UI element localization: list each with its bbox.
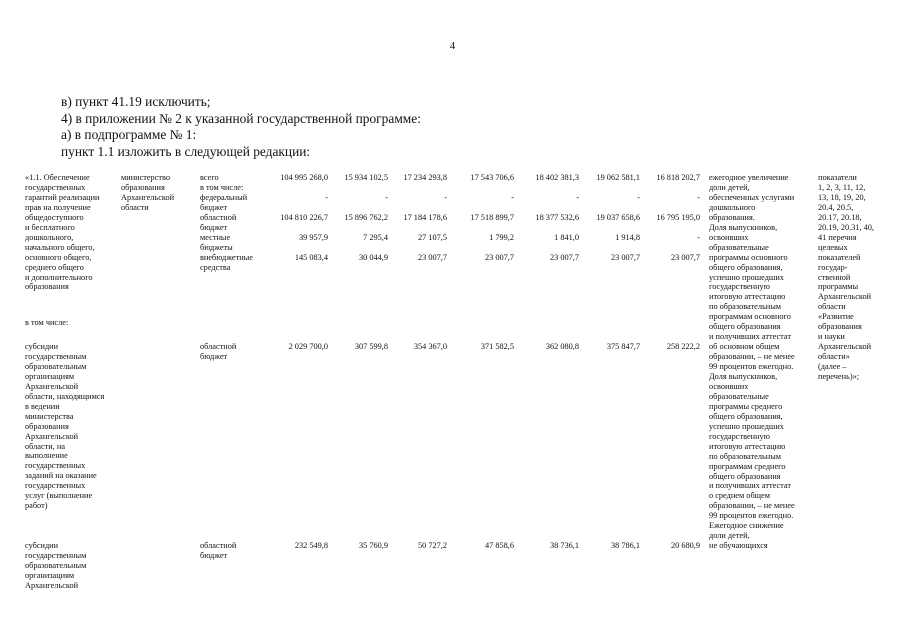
funding-value: 30 044,9 [358, 252, 388, 262]
indicator-links: (далее – [818, 362, 847, 372]
measure-name: Архангельской [25, 431, 79, 441]
indicator-links: перечень)»; [818, 372, 860, 381]
expected-results: образовательные [709, 391, 769, 401]
funding-value: 2 029 700,0 [288, 342, 328, 351]
funding-value: 16 795 195,0 [656, 212, 700, 222]
expected-results: образовании, – не менее [709, 501, 795, 511]
measure-name: государственных [25, 481, 86, 491]
funding-value: 19 037 658,6 [596, 212, 640, 222]
indicator-links: программы [818, 282, 859, 292]
funding-value: 7 295,4 [363, 232, 388, 242]
expected-results: о среднем общем [709, 491, 770, 501]
funding-source: областной [200, 541, 237, 550]
indicator-links: 20.4, 20.5, [818, 202, 854, 212]
funding-value: 23 007,7 [417, 252, 447, 262]
funding-value: 19 062 581,1 [596, 173, 640, 182]
funding-value: - [385, 192, 388, 202]
indicator-links: 20.19, 20.31, 40, [818, 222, 875, 232]
measure-name: в ведении [25, 401, 60, 411]
expected-results: и получивших аттестат [709, 481, 791, 491]
measure-name: общедоступного [25, 212, 84, 222]
page-number: 4 [449, 40, 456, 52]
funding-value: - [444, 192, 447, 202]
funding-value: - [697, 232, 700, 242]
funding-value: 27 107,5 [417, 232, 447, 242]
expected-results: итоговую аттестацию [709, 441, 786, 451]
funding-value: 1 841,0 [554, 232, 579, 242]
indicator-links: образования [818, 322, 862, 332]
funding-value: - [325, 192, 328, 202]
indicator-links: области» [818, 352, 850, 362]
indicator-links: показателей [818, 252, 861, 262]
funding-value: 1 799,2 [489, 232, 514, 242]
funding-value: 23 007,7 [610, 252, 640, 262]
funding-source: местные [200, 232, 231, 242]
measure-name: субсидии [25, 541, 59, 550]
funding-source: областной [200, 342, 237, 351]
funding-value: 104 995 268,0 [280, 173, 328, 182]
funding-value: 23 007,7 [484, 252, 514, 262]
expected-results: по образовательным [709, 451, 782, 461]
funding-value: 35 760,9 [358, 541, 388, 550]
funding-value: 38 786,1 [610, 541, 640, 550]
measure-name: «1.1. Обеспечение [25, 173, 90, 182]
intro-line: 4) в приложении № 2 к указанной государственной программе: [61, 110, 421, 126]
indicator-links: ственной [818, 272, 851, 282]
funding-value: 15 896 762,2 [344, 212, 388, 222]
expected-results: общего образования, [709, 262, 783, 272]
measure-name: гарантий реализации [25, 192, 100, 202]
measure-name: государственных [25, 182, 86, 192]
funding-value: 17 543 706,6 [470, 173, 514, 182]
indicator-links: 1, 2, 3, 11, 12, [818, 182, 866, 192]
executor: министерство [121, 173, 171, 182]
measure-name: образования [25, 421, 69, 431]
funding-source: всего [200, 173, 219, 182]
expected-results: доли детей, [709, 531, 750, 541]
measure-name: области, находящимся [25, 391, 105, 401]
funding-source: бюджеты [200, 242, 233, 252]
expected-results: доли детей, [709, 182, 750, 192]
expected-results: дошкольного [709, 202, 756, 212]
funding-value: 38 736,1 [549, 541, 579, 550]
funding-source: областной [200, 212, 237, 222]
funding-value: 23 007,7 [670, 252, 700, 262]
expected-results: успешно прошедших [709, 421, 784, 431]
funding-source: внебюджетные [200, 252, 253, 262]
funding-value: 104 810 226,7 [280, 212, 328, 222]
funding-value: 258 222,2 [666, 342, 700, 351]
expected-results: 99 процентов ежегодно. [709, 511, 794, 521]
intro-line: а) в подпрограмме № 1: [61, 127, 197, 143]
measure-name: Архангельской [25, 381, 79, 391]
measure-name: образования [25, 282, 69, 292]
funding-value: 232 549,8 [294, 541, 328, 550]
measure-name: образовательным [25, 560, 87, 570]
executor: Архангельской [121, 192, 175, 202]
expected-results: общего образования, [709, 411, 783, 421]
expected-results: образования. [709, 212, 755, 222]
funding-source: бюджет [200, 202, 228, 212]
funding-source: бюджет [200, 351, 228, 361]
measure-name: министерства [25, 411, 74, 421]
funding-value: 18 377 532,6 [535, 212, 579, 222]
measure-name: области, на [25, 441, 66, 451]
measure-name: организациям [25, 570, 75, 580]
expected-results: общего образования [709, 471, 781, 481]
measure-name: государственных [25, 461, 86, 471]
indicator-links: 20.17, 20.18, [818, 212, 862, 222]
intro-line: в) пункт 41.19 исключить; [61, 94, 211, 109]
expected-results: об основном общем [709, 342, 780, 352]
expected-results: образовании, – не менее [709, 352, 795, 362]
funding-value: 15 934 102,5 [344, 173, 388, 182]
expected-results: программам основного [709, 312, 791, 322]
expected-results: и получивших аттестат [709, 332, 791, 342]
measure-name: заданий на оказание [25, 471, 97, 481]
indicator-links: показатели [818, 173, 857, 182]
funding-value: 17 184 178,6 [403, 212, 447, 222]
funding-value: 50 727,2 [417, 541, 447, 550]
expected-results: Доля выпускников, [709, 372, 778, 381]
funding-value: - [697, 192, 700, 202]
measure-name: субсидии [25, 342, 59, 351]
funding-value: - [576, 192, 579, 202]
funding-value: 39 957,9 [298, 232, 328, 242]
expected-results: программам среднего [709, 461, 786, 471]
funding-source: федеральный [200, 192, 248, 202]
indicator-links: целевых [818, 242, 848, 252]
funding-value: 145 083,4 [294, 252, 328, 262]
expected-results: программы основного [709, 252, 788, 262]
funding-value: 354 367,0 [413, 342, 447, 351]
expected-results: общего образования [709, 322, 781, 332]
indicator-links: области [818, 302, 846, 312]
funding-source: бюджет [200, 222, 228, 232]
expected-results: итоговую аттестацию [709, 292, 786, 302]
expected-results: обеспеченных услугами [709, 192, 795, 202]
funding-source: бюджет [200, 550, 228, 560]
funding-value: - [511, 192, 514, 202]
expected-results: ежегодное увеличение [709, 173, 789, 182]
measure-name: организациям [25, 371, 75, 381]
measure-name: услуг (выполнение [25, 491, 93, 501]
funding-value: 18 402 381,3 [535, 173, 579, 182]
measure-name: работ) [25, 501, 48, 511]
expected-results: успешно прошедших [709, 272, 784, 282]
expected-results: Доля выпускников, [709, 222, 778, 232]
measure-name: государственным [25, 351, 87, 361]
measure-name: государственным [25, 550, 87, 560]
expected-results: государственную [709, 431, 770, 441]
expected-results: государственную [709, 282, 770, 292]
indicator-links: 13, 18, 19, 20, [818, 192, 866, 202]
measure-name: Архангельской [25, 580, 79, 590]
measure-name: и дополнительного [25, 272, 93, 282]
expected-results: программы среднего [709, 401, 783, 411]
funding-value: 20 680,9 [670, 541, 700, 550]
expected-results: по образовательным [709, 302, 782, 312]
indicator-links: 41 перечня [818, 232, 857, 242]
funding-value: 16 818 202,7 [656, 173, 700, 182]
measure-name: начального общего, [25, 242, 95, 252]
measure-name: выполнение [25, 451, 68, 461]
indicator-links: Архангельской [818, 292, 872, 302]
measure-name: прав на получение [25, 202, 91, 212]
expected-results: не обучающихся [709, 541, 768, 551]
funding-value: 307 599,8 [354, 342, 388, 351]
funding-value: 371 582,5 [480, 342, 514, 351]
funding-value: 23 007,7 [549, 252, 579, 262]
funding-value: 362 080,8 [545, 342, 579, 351]
intro-line: пункт 1.1 изложить в следующей редакции: [61, 143, 311, 159]
executor: образования [121, 182, 165, 192]
funding-value: 17 234 293,8 [403, 173, 447, 182]
executor: области [121, 202, 149, 212]
funding-source: средства [200, 262, 231, 272]
indicator-links: и науки [818, 332, 845, 342]
expected-results: освоивших [709, 381, 749, 391]
funding-value: 1 914,8 [615, 232, 640, 242]
measure-name: образовательным [25, 361, 87, 371]
funding-value: - [637, 192, 640, 202]
measure-name: дошкольного, [25, 232, 74, 242]
intro-text [61, 94, 421, 160]
expected-results: освоивших [709, 232, 749, 242]
funding-source: в том числе: [200, 182, 244, 192]
measure-name: среднего общего [25, 262, 84, 272]
funding-value: 47 858,6 [484, 541, 514, 550]
expected-results: 99 процентов ежегодно. [709, 362, 794, 372]
funding-value: 375 847,7 [606, 342, 640, 351]
indicator-links: «Развитие [818, 312, 854, 322]
indicator-links: Архангельской [818, 342, 872, 352]
measure-name: и бесплатного [25, 222, 75, 232]
expected-results: Ежегодное снижение [709, 521, 784, 531]
expected-results: образовательные [709, 242, 769, 252]
funding-value: 17 518 899,7 [470, 212, 514, 222]
indicator-links: государ- [818, 262, 848, 272]
measure-name: основного общего, [25, 252, 92, 262]
in-that-number-label: в том числе: [25, 318, 69, 327]
